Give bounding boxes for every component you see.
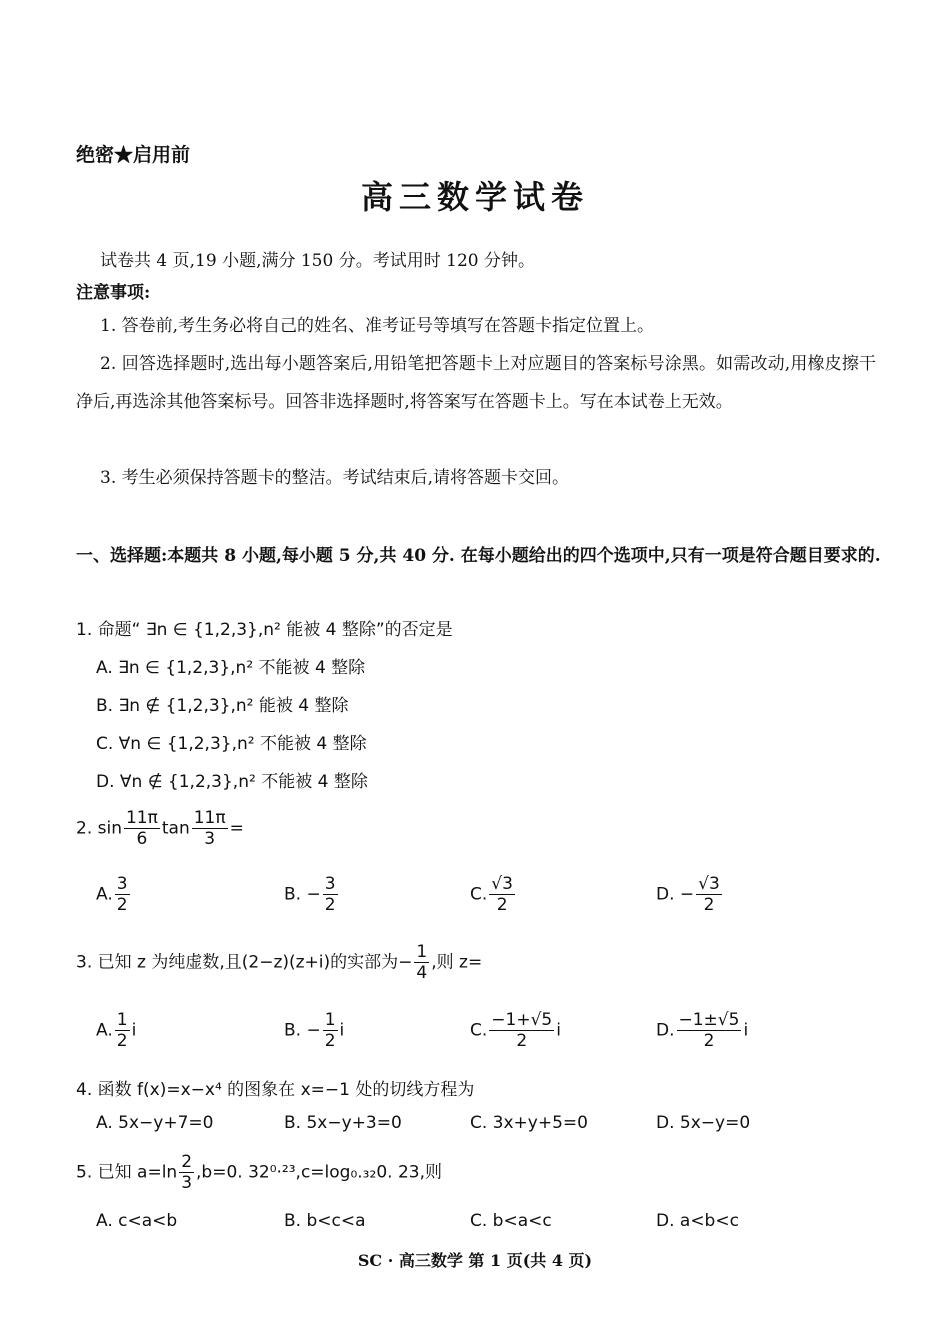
question-5-option-b: B. b<c<a xyxy=(284,1211,366,1231)
question-3-option-d: D. $\frac{-1\pm√5}{2}$ i xyxy=(656,1010,749,1051)
q2-tail: = xyxy=(229,818,244,839)
confidential-mark: 绝密★启用前 xyxy=(76,144,191,166)
question-1-option-c: C. ∀n ∈ {1,2,3},n² 不能被 4 整除 xyxy=(96,734,367,754)
question-1-stem: 1. 命题“ ∃n ∈ {1,2,3},n² 能被 4 整除”的否定是 xyxy=(76,620,453,640)
question-3-option-b: B. − $\frac{1}{2}$ i xyxy=(284,1010,345,1051)
question-2-stem xyxy=(76,808,244,849)
question-2-option-b: B. − $\frac{3}{2}$ xyxy=(284,874,336,915)
question-5-option-a: A. c<a<b xyxy=(96,1211,178,1231)
q2-fraction-2: $\frac{11\pi}{3}$ xyxy=(193,808,226,849)
question-4-option-c: C. 3x+y+5=0 xyxy=(470,1113,588,1133)
question-4-stem: 4. 函数 f(x)=x−x⁴ 的图象在 x=−1 处的切线方程为 xyxy=(76,1080,475,1100)
notice-heading: 注意事项: xyxy=(76,283,151,303)
exam-title: 高三数学试卷 xyxy=(360,178,589,216)
question-4-option-b: B. 5x−y+3=0 xyxy=(284,1113,402,1133)
question-1-option-d: D. ∀n ∉ {1,2,3},n² 不能被 4 整除 xyxy=(96,772,368,792)
q2-fraction-1: $\frac{11\pi}{6}$ xyxy=(125,808,158,849)
question-2-option-a: A. $\frac{3}{2}$ xyxy=(96,874,128,915)
question-2-option-c: C. $\frac{√3}{2}$ xyxy=(470,874,513,915)
question-1-option-a: A. ∃n ∈ {1,2,3},n² 不能被 4 整除 xyxy=(96,658,366,678)
question-3-option-c: C. $\frac{-1+√5}{2}$ i xyxy=(470,1010,561,1051)
question-3-option-a: A. $\frac{1}{2}$ i xyxy=(96,1010,137,1051)
question-1-option-b: B. ∃n ∉ {1,2,3},n² 能被 4 整除 xyxy=(96,696,349,716)
question-4-option-a: A. 5x−y+7=0 xyxy=(96,1113,214,1133)
question-3-stem: 3. 已知 z 为纯虚数,且(2−z)(z+i)的实部为− $\frac{1}{4}$ ,则 z= xyxy=(76,942,483,983)
exam-intro: 试卷共 4 页,19 小题,满分 150 分。考试用时 120 分钟。 xyxy=(100,251,535,271)
question-2-option-d: D. − $\frac{√3}{2}$ xyxy=(656,874,720,915)
q2-label: 2. sin xyxy=(76,818,122,839)
section-heading: 一、选择题:本题共 8 小题,每小题 5 分,共 40 分. 在每小题给出的四个选项中,只有一项是符合题目要求的. xyxy=(76,546,881,566)
q2-mid: tan xyxy=(161,818,190,839)
question-5-option-c: C. b<a<c xyxy=(470,1211,552,1231)
question-4-option-d: D. 5x−y=0 xyxy=(656,1113,751,1133)
notice-item-1: 1. 答卷前,考生务必将自己的姓名、准考证号等填写在答题卡指定位置上。 xyxy=(100,316,655,336)
question-5-stem: 5. 已知 a=ln $\frac{2}{3}$ ,b=0. 32⁰·²³,c=log₀.₃₂0. 23,则 xyxy=(76,1152,442,1193)
question-5-option-d: D. a<b<c xyxy=(656,1211,739,1231)
notice-item-2: 2. 回答选择题时,选出每小题答案后,用铅笔把答题卡上对应题目的答案标号涂黑。如需改动,用橡皮擦干净后,再选涂其他答案标号。回答非选择题时,将答案写在答题卡上。写在本试卷上无效。 xyxy=(76,354,876,412)
page-footer: SC · 高三数学 第 1 页(共 4 页) xyxy=(357,1251,593,1270)
notice-item-3: 3. 考生必须保持答题卡的整洁。考试结束后,请将答题卡交回。 xyxy=(100,468,570,488)
